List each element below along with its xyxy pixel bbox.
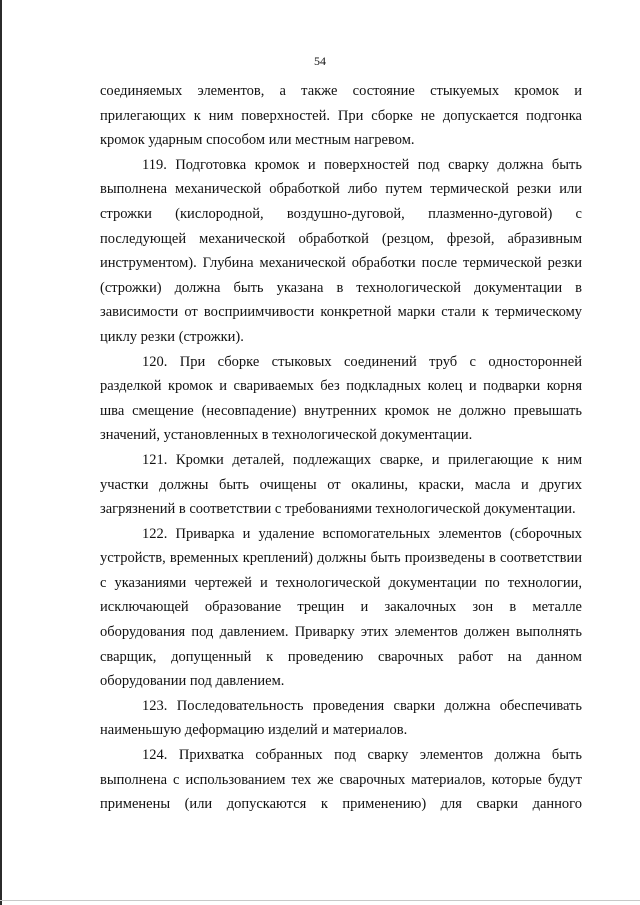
scan-edge-line (0, 0, 2, 905)
paragraph-continuation: соединяемых элементов, а также состояние стыкуемых кромок и прилегающих к ним поверхностей. При сборке не допускается подгонка кромок ударным способом или местным нагревом. (100, 83, 582, 149)
paragraph-124: 124. Прихватка собранных под сварку элементов должна быть выполнена с использованием тех же сварочных материалов, которые будут применены (или допускаются к применению) для сварки данного (100, 747, 582, 813)
scan-bottom-edge (0, 900, 640, 901)
paragraph-122: 122. Приварка и удаление вспомогательных элементов (сборочных устройств, временных креплений) должны быть произведены в соответствии с указаниями чертежей и технологической документации по технологии, исключающей образование трещин и закалочных зон в металле оборудования под давлением. Приварку этих элементов должен выполнять сварщик, допущенный к проведению сварочных работ на данном оборудовании под давлением. (100, 525, 582, 690)
paragraph-120: 120. При сборке стыковых соединений труб с односторонней разделкой кромок и свариваемых без подкладных колец и подварки корня шва смещение (несовпадение) внутренних кромок не должно превышать значений, установленных в технологической документации. (100, 353, 582, 444)
paragraph-119: 119. Подготовка кромок и поверхностей под сварку должна быть выполнена механической обработкой либо путем термической резки или строжки (кислородной, воздушно-дуговой, плазменно-дуговой) с последующей механической обработкой (резцом, фрезой, абразивным инструментом). Глубина механической обработки после термической резки (строжки) должна быть указана в технологической документации в зависимости от восприимчивости конкретной марки стали к термическому циклу резки (строжки). (100, 156, 582, 345)
document-body (100, 79, 582, 817)
paragraph-123: 123. Последовательность проведения сварки должна обеспечивать наименьшую деформацию изделий и материалов. (100, 697, 582, 739)
paragraph-121: 121. Кромки деталей, подлежащих сварке, и прилегающие к ним участки должны быть очищены от окалины, краски, масла и других загрязнений в соответствии с требованиями технологической документации. (100, 451, 582, 518)
page-number: 54 (314, 54, 326, 68)
